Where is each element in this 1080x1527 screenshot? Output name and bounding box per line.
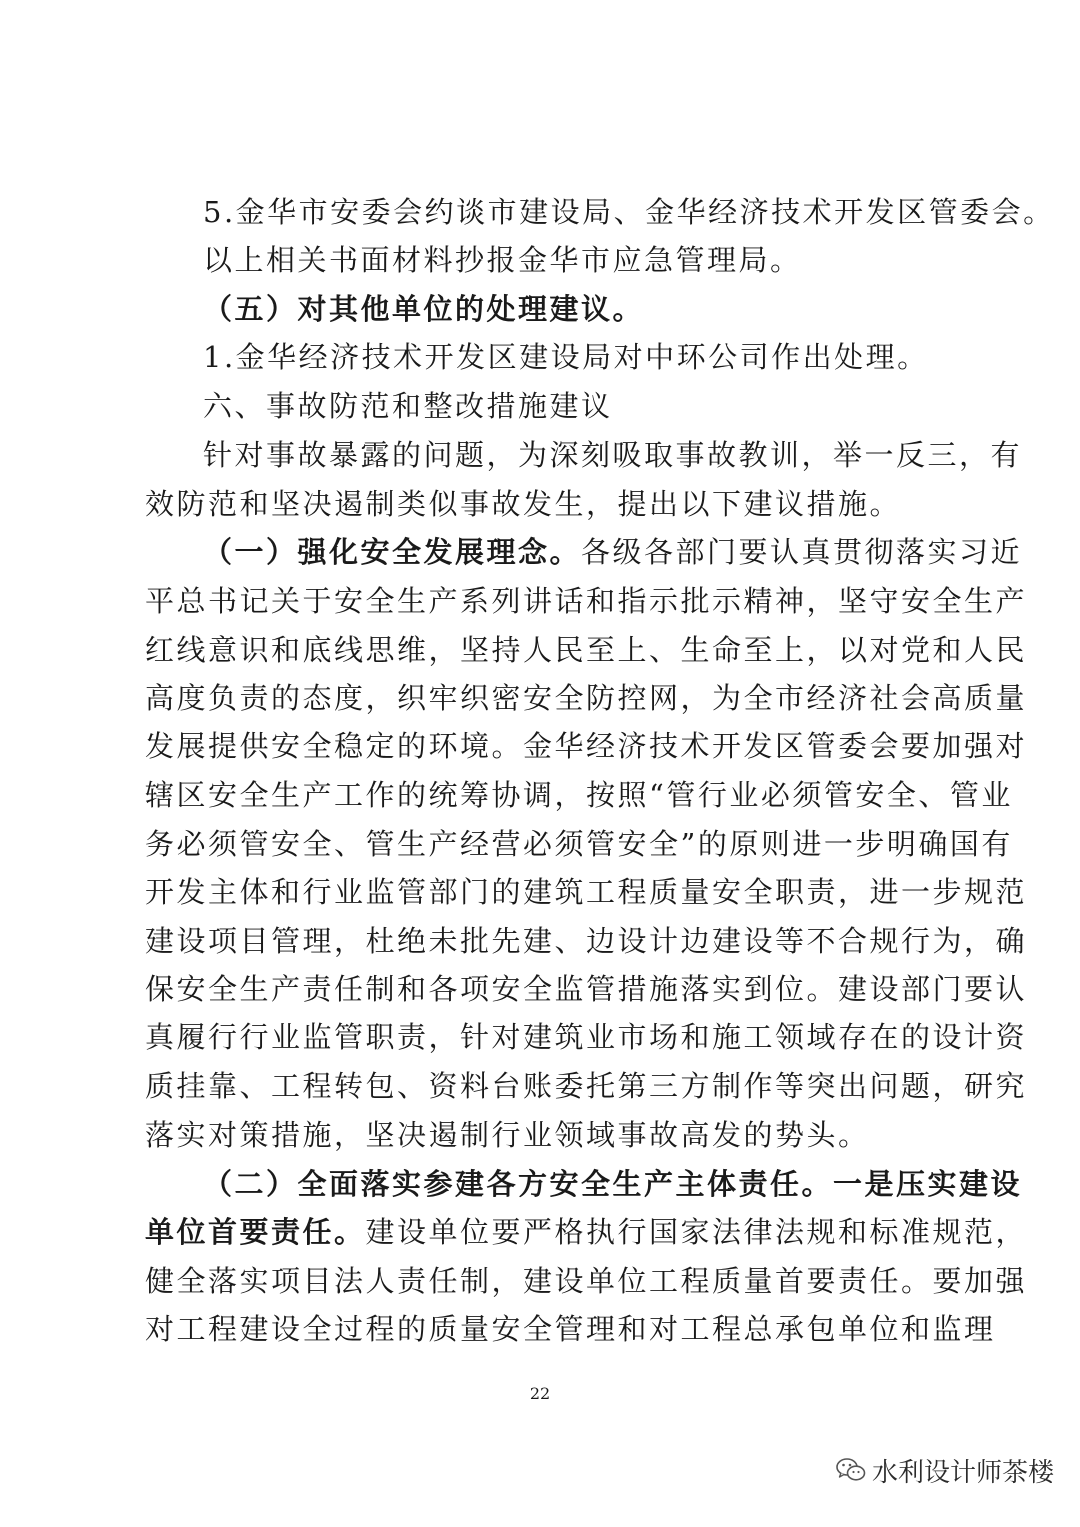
text-line: 高度负责的态度，织牢织密安全防控网，为全市经济社会高质量 [145,681,1028,715]
text-line: 建设项目管理，杜绝未批先建、边设计边建设等不合规行为，确 [145,924,1028,958]
text-line: 真履行行业监管职责，针对建筑业市场和施工领域存在的设计资 [145,1020,1028,1054]
watermark-text: 水利设计师茶楼 [872,1457,1055,1488]
text-line: 辖区安全生产工作的统筹协调，按照“管行业必须管安全、管业 [145,778,1013,812]
text-line: 平总书记关于安全生产系列讲话和指示批示精神，坚守安全生产 [145,584,1028,618]
text-line: 发展提供安全稳定的环境。金华经济技术开发区管委会要加强对 [145,729,1028,763]
text-line: 1.金华经济技术开发区建设局对中环公司作出处理。 [203,340,929,374]
text-line: 开发主体和行业监管部门的建筑工程质量安全职责，进一步规范 [145,875,1028,909]
text-line: 保安全生产责任制和各项安全监管措施落实到位。建设部门要认 [145,972,1028,1006]
page-number: 22 [529,1384,551,1403]
text-line: 质挂靠、工程转包、资料台账委托第三方制作等突出问题，研究 [145,1069,1028,1103]
text-line: 健全落实项目法人责任制，建设单位工程质量首要责任。要加强 [145,1264,1028,1298]
text-line: （一）强化安全发展理念。各级各部门要认真贯彻落实习近 [203,535,1023,569]
text-line: 5.金华市安委会约谈市建设局、金华经济技术开发区管委会。 [203,195,1055,229]
text-line: 务必须管安全、管生产经营必须管安全”的原则进一步明确国有 [145,827,1013,861]
watermark [836,1448,1054,1492]
text-line: 单位首要责任。建设单位要严格执行国家法律法规和标准规范， [145,1215,1028,1249]
text-line: 效防范和坚决遏制类似事故发生，提出以下建议措施。 [145,487,902,521]
text-line: 以上相关书面材料抄报金华市应急管理局。 [203,243,802,277]
text-line: 对工程建设全过程的质量安全管理和对工程总承包单位和监理 [145,1312,996,1346]
section-heading: （二）全面落实参建各方安全生产主体责任。一是压实建设 [203,1167,1023,1201]
section-heading: 六、事故防范和整改措施建议 [203,389,613,423]
text-line: 红线意识和底线思维，坚持人民至上、生命至上，以对党和人民 [145,633,1028,667]
inline-heading: 单位首要责任。 [145,1215,366,1249]
section-heading: （五）对其他单位的处理建议。 [203,292,645,326]
text-line: 针对事故暴露的问题，为深刻吸取事故教训，举一反三，有 [203,438,1023,472]
wechat-icon [836,1457,866,1483]
inline-heading: （一）强化安全发展理念。 [203,535,582,569]
text-line: 落实对策措施，坚决遏制行业领域事故高发的势头。 [145,1118,870,1152]
